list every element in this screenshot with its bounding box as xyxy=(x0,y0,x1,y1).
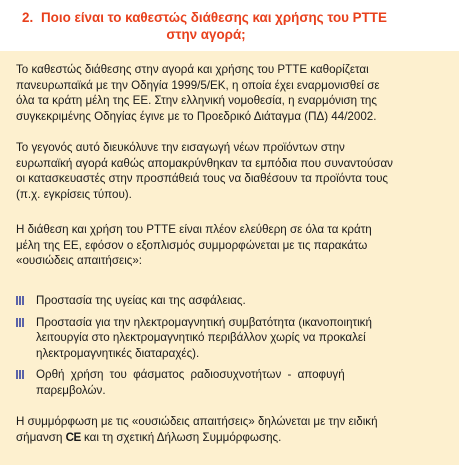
ce-mark-icon: CE xyxy=(65,430,81,444)
text-line: παρεμβολών. xyxy=(36,383,106,397)
section-number: 2. xyxy=(22,10,34,25)
paragraph-legal-framework xyxy=(16,62,443,124)
bullet-icon xyxy=(16,370,25,379)
text-line: πανευρωπαϊκά με την Οδηγία 1999/5/ΕΚ, η οποία έχει εναρμονισθεί σε xyxy=(16,78,380,92)
text-line: οι κατασκευαστές στην προσπάθειά τους να διαθέσουν τα προϊόντα τους xyxy=(16,172,389,186)
text-line: (π.χ. εγκρίσεις τύπου). xyxy=(16,187,132,201)
bullet-icon xyxy=(16,318,25,327)
text-line: Προστασία για την ηλεκτρομαγνητική συμβατότητα (ικανοποιητική xyxy=(36,315,372,329)
list-item-spectrum xyxy=(16,367,443,398)
text-line: συγκεκριμένης Οδηγίας έγινε με το Προεδρικό Διάταγμα (ΠΔ) 44/2002. xyxy=(16,109,377,123)
paragraph-market-impact xyxy=(16,140,443,202)
paragraph-free-use xyxy=(16,222,443,269)
text-line: Το γεγονός αυτό διευκόλυνε την εισαγωγή νέων προϊόντων στην xyxy=(16,141,345,154)
text-line: Προστασία της υγείας και της ασφάλειας. xyxy=(36,294,246,307)
text-line xyxy=(16,430,443,446)
text-line: Το καθεστώς διάθεσης στην αγορά και χρήσης του ΡΤΤΕ καθορίζεται xyxy=(16,63,369,76)
text-segment: σήμανση xyxy=(16,430,63,444)
section-title-line-2: στην αγορά; xyxy=(166,27,246,42)
text-line: λειτουργία στο ηλεκτρομαγνητικό περιβάλλον χωρίς να προκαλεί xyxy=(36,331,366,345)
text-line: μέλη της ΕΕ, εφόσον ο εξοπλισμός συμμορφώνεται με τις παρακάτω xyxy=(16,238,368,252)
text-line: ευρωπαϊκή αγορά καθώς απομακρύνθηκαν τα εμπόδια που συναντούσαν xyxy=(16,156,393,170)
text-segment: και τη σχετική Δήλωση Συμμόρφωσης. xyxy=(83,430,282,444)
text-line: όλα τα κράτη μέλη της ΕΕ. Στην ελληνική νομοθεσία, η εναρμόνιση της xyxy=(16,94,377,108)
paragraph-compliance xyxy=(16,414,443,445)
text-line: Η διάθεση και χρήση του ΡΤΤΕ είναι πλέον ελεύθερη σε όλα τα κράτη xyxy=(16,223,372,236)
essential-requirements-list xyxy=(16,293,443,405)
text-line: Ορθή χρήση του φάσματος ραδιοσυχνοτήτων - αποφυγή xyxy=(36,368,345,382)
text-line: ηλεκτρομαγνητικές διαταραχές). xyxy=(36,346,200,360)
text-line: «ουσιώδεις απαιτήσεις»: xyxy=(16,254,143,268)
list-item-emc xyxy=(16,315,443,362)
section-title-line-1: Ποιο είναι το καθεστώς διάθεσης και χρήσης του ΡΤΤΕ xyxy=(41,10,387,25)
text-line: Η συμμόρφωση με τις «ουσιώδεις απαιτήσεις» δηλώνεται με την ειδική xyxy=(16,415,378,428)
list-item-health-safety xyxy=(16,293,443,309)
content-panel xyxy=(0,51,459,465)
bullet-icon xyxy=(16,296,25,305)
